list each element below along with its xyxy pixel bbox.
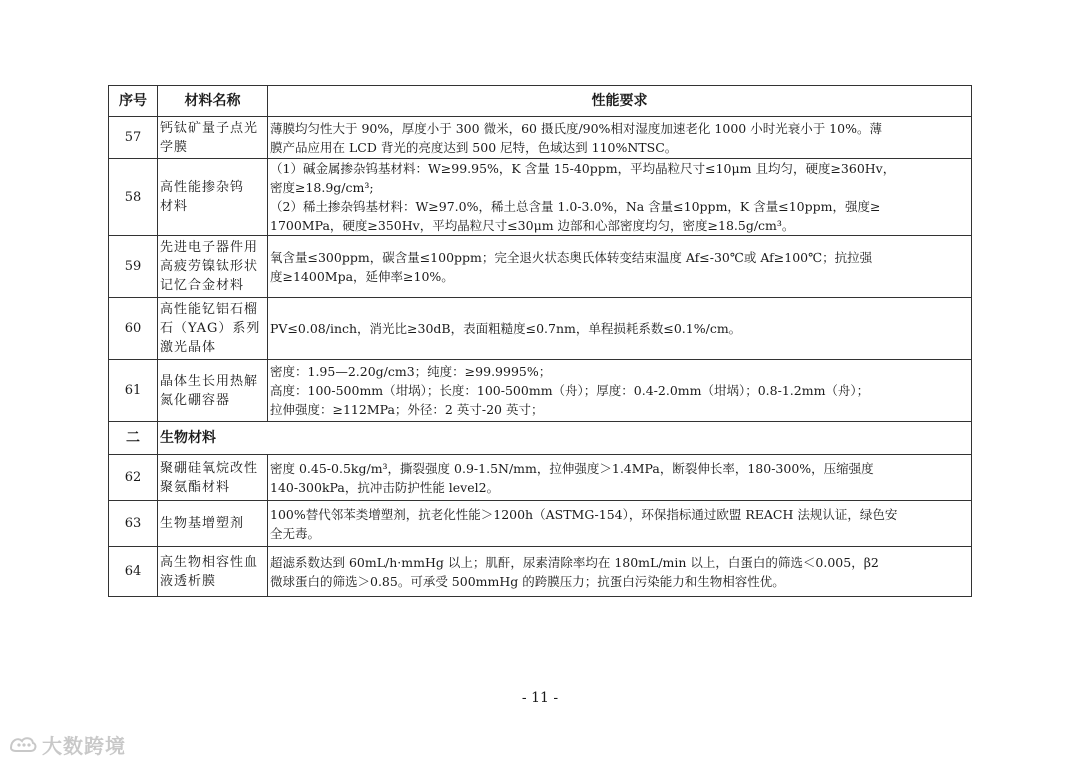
requirement-line: 拉伸强度：≥112MPa；外径：2 英寸-20 英寸； bbox=[270, 402, 544, 417]
row-number: 57 bbox=[109, 117, 158, 159]
section-number: 二 bbox=[109, 422, 158, 455]
row-number: 59 bbox=[109, 236, 158, 298]
material-name bbox=[158, 547, 268, 597]
section-row bbox=[109, 422, 972, 455]
material-name-line: 晶体生长用热解 bbox=[160, 373, 259, 389]
material-name-line: 先进电子器件用 bbox=[160, 240, 259, 255]
table-row bbox=[109, 236, 972, 298]
table-row bbox=[109, 501, 972, 547]
requirement-line: 1700MPa，硬度≥350Hv，平均晶粒尺寸≤30μm 边部和心部密度均匀，密度≥18.5g/cm³。 bbox=[270, 218, 795, 233]
material-name-line: 聚氨酯材料 bbox=[160, 479, 231, 495]
header-name: 材料名称 bbox=[158, 86, 268, 117]
materials-spec-table bbox=[108, 85, 972, 597]
material-name-line: 聚硼硅氧烷改性 bbox=[160, 460, 259, 476]
material-name-line: 学膜 bbox=[160, 139, 189, 155]
row-number: 62 bbox=[109, 455, 158, 501]
header-requirement: 性能要求 bbox=[268, 86, 972, 117]
requirement-line: 薄膜均匀性大于 90%，厚度小于 300 微米，60 摄氏度/90%相对湿度加速老化 1000 小时光衰小于 10%。薄 bbox=[270, 120, 882, 136]
material-name-line: 钙钛矿量子点光 bbox=[160, 120, 259, 136]
requirement-line: 140-300kPa，抗冲击防护性能 level2。 bbox=[270, 479, 500, 495]
table-row bbox=[109, 547, 972, 597]
section-body bbox=[109, 422, 972, 455]
row-number: 64 bbox=[109, 547, 158, 597]
requirement-line: 氧含量≤300ppm，碳含量≤100ppm；完全退火状态奥氏体转变结束温度 Af≤-30℃或 Af≥100℃；抗拉强 bbox=[270, 249, 873, 265]
material-name-line: 激光晶体 bbox=[160, 340, 217, 355]
performance-requirement bbox=[268, 501, 972, 547]
requirement-line: 高度：100-500mm（坩埚）；长度：100-500mm（舟）；厚度：0.4-2.0mm（坩埚）；0.8-1.2mm（舟）； bbox=[270, 383, 870, 398]
performance-requirement bbox=[268, 236, 972, 298]
material-name-line: 高疲劳镍钛形状 bbox=[160, 259, 259, 274]
material-name-line: 石（YAG）系列 bbox=[160, 321, 261, 336]
table-body-2 bbox=[109, 455, 972, 597]
material-name-line: 高性能钇铝石榴 bbox=[160, 302, 259, 317]
watermark-text: 大数跨境 bbox=[42, 734, 126, 758]
requirement-line: 全无毒。 bbox=[270, 525, 321, 541]
requirement-line: （1）碱金属掺杂钨基材料：W≥99.95%，K 含量 15-40ppm，平均晶粒尺寸≤10μm 且均匀，硬度≥360Hv， bbox=[270, 161, 896, 176]
requirement-line: 密度≥18.9g/cm³; bbox=[270, 180, 374, 195]
requirement-line: 微球蛋白的筛选＞0.85。可承受 500mmHg 的跨膜压力；抗蛋白污染能力和生物相容性优。 bbox=[270, 573, 785, 589]
material-name bbox=[158, 117, 268, 159]
performance-requirement bbox=[268, 455, 972, 501]
material-name-line: 生物基增塑剂 bbox=[160, 516, 245, 531]
material-name-line: 材料 bbox=[160, 199, 189, 214]
requirement-line: （2）稀土掺杂钨基材料：W≥97.0%，稀土总含量 1.0-3.0%，Na 含量≤10ppm，K 含量≤10ppm，强度≥ bbox=[270, 199, 881, 214]
requirement-line: 膜产品应用在 LCD 背光的亮度达到 500 尼特，色域达到 110%NTSC。 bbox=[270, 139, 678, 155]
performance-requirement bbox=[268, 159, 972, 236]
table-row bbox=[109, 159, 972, 236]
material-name bbox=[158, 360, 268, 422]
table-row bbox=[109, 117, 972, 159]
performance-requirement bbox=[268, 117, 972, 159]
material-name-line: 记忆合金材料 bbox=[160, 278, 245, 293]
table-body bbox=[109, 117, 972, 422]
row-number: 63 bbox=[109, 501, 158, 547]
material-name bbox=[158, 501, 268, 547]
watermark-logo-icon bbox=[8, 734, 38, 756]
row-number: 60 bbox=[109, 298, 158, 360]
performance-requirement bbox=[268, 547, 972, 597]
material-name bbox=[158, 455, 268, 501]
table-row bbox=[109, 298, 972, 360]
material-name bbox=[158, 159, 268, 236]
table-row bbox=[109, 360, 972, 422]
performance-requirement bbox=[268, 298, 972, 360]
performance-requirement bbox=[268, 360, 972, 422]
requirement-line: 密度：1.95—2.20g/cm3；纯度：≥99.9995%； bbox=[270, 364, 552, 379]
material-name-line: 氮化硼容器 bbox=[160, 392, 231, 408]
page-number: - 11 - bbox=[521, 690, 559, 706]
material-name bbox=[158, 236, 268, 298]
section-title: 生物材料 bbox=[158, 422, 972, 455]
requirement-line: PV≤0.08/inch，消光比≥30dB，表面粗糙度≤0.7nm，单程损耗系数≤0.1%/cm。 bbox=[270, 321, 742, 336]
row-number: 61 bbox=[109, 360, 158, 422]
material-name bbox=[158, 298, 268, 360]
watermark bbox=[8, 730, 126, 759]
table-row bbox=[109, 455, 972, 501]
header-no: 序号 bbox=[109, 86, 158, 117]
row-number: 58 bbox=[109, 159, 158, 236]
requirement-line: 度≥1400Mpa，延伸率≥10%。 bbox=[270, 268, 454, 284]
material-name-line: 高生物相容性血 bbox=[160, 554, 259, 570]
requirement-line: 超滤系数达到 60mL/h·mmHg 以上；肌酐，尿素清除率均在 180mL/min 以上，白蛋白的筛选＜0.005，β2 bbox=[270, 554, 879, 570]
material-name-line: 高性能掺杂钨 bbox=[160, 180, 245, 195]
material-name-line: 液透析膜 bbox=[160, 573, 217, 589]
table-header-row bbox=[109, 86, 972, 117]
requirement-line: 100%替代邻苯类增塑剂，抗老化性能＞1200h（ASTMG-154），环保指标通过欧盟 REACH 法规认证，绿色安 bbox=[270, 506, 898, 522]
requirement-line: 密度 0.45-0.5kg/m³，撕裂强度 0.9-1.5N/mm，拉伸强度＞1.4MPa，断裂伸长率，180-300%，压缩强度 bbox=[270, 460, 874, 476]
